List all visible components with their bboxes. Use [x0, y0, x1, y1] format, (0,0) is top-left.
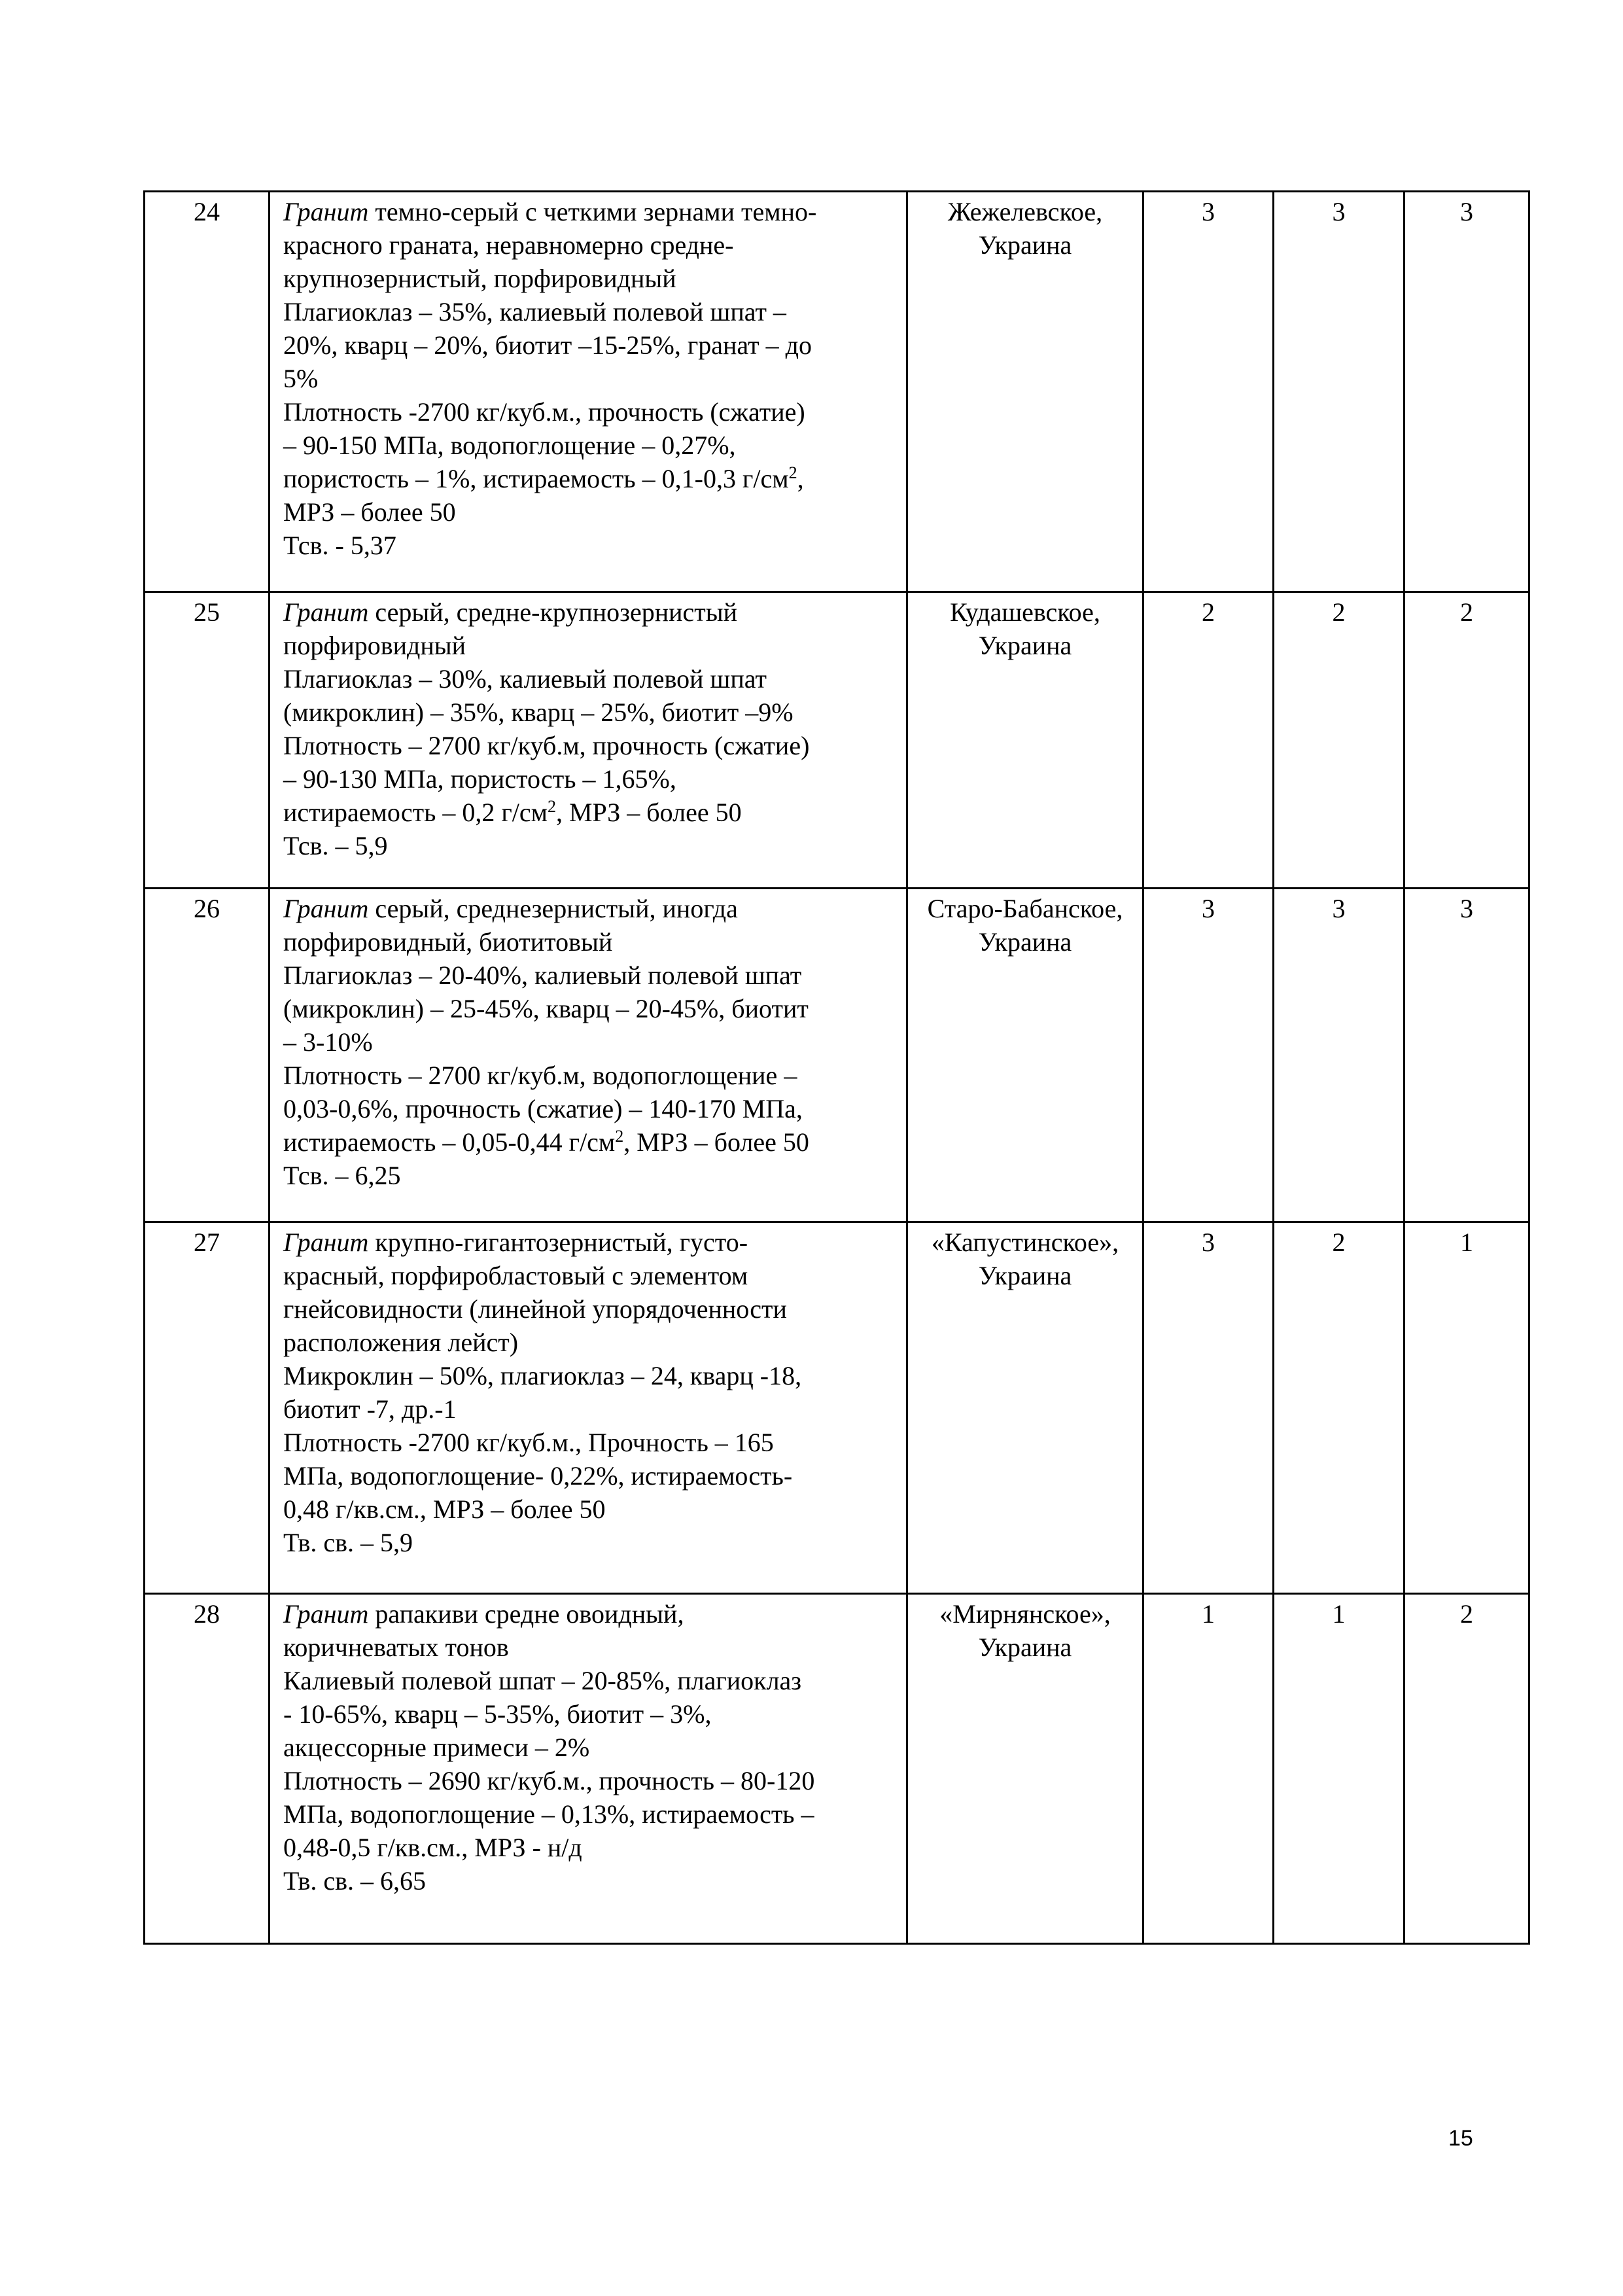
table-body [145, 192, 1529, 1944]
description-cell [270, 192, 907, 592]
deposit-name: Жежелевское, [947, 197, 1103, 226]
rating-value: 1 [1202, 1599, 1215, 1629]
description-line: – 3-10% [283, 1027, 373, 1057]
table-row [145, 192, 1529, 592]
description-line: гнейсовидности (линейной упорядоченности [283, 1294, 787, 1324]
row-number-cell [145, 1222, 270, 1594]
description-line: МПа, водопоглощение – 0,13%, истираемость – [283, 1799, 814, 1829]
rating-cell [1143, 1594, 1274, 1944]
deposit-name: Украина [978, 1261, 1072, 1290]
description-text: истираемость – 0,05-0,44 г/см [283, 1127, 616, 1157]
description-cell [270, 592, 907, 889]
row-number: 28 [194, 1599, 220, 1629]
table-row [145, 889, 1529, 1222]
description-line: Плотность – 2700 кг/куб.м, водопоглощение – [283, 1061, 797, 1090]
deposit-name: Украина [978, 230, 1072, 260]
description-line: биотит -7, др.-1 [283, 1394, 457, 1424]
rating-value: 2 [1202, 597, 1215, 627]
description-line: Тв. св. – 6,65 [283, 1866, 426, 1896]
description-line [283, 1125, 896, 1159]
rating-value: 3 [1332, 197, 1346, 226]
description-cell [270, 1222, 907, 1594]
row-number-cell [145, 1594, 270, 1944]
description-line: - 10-65%, кварц – 5-35%, биотит – 3%, [283, 1699, 712, 1729]
deposit-cell [907, 889, 1143, 1222]
granite-deposits-table [143, 190, 1530, 1945]
deposit-name: Кудашевское, [950, 597, 1100, 627]
description-line: красный, порфиробластовый с элементом [283, 1261, 748, 1290]
rating-cell [1274, 889, 1405, 1222]
description-line [283, 1226, 896, 1259]
description-line: акцессорные примеси – 2% [283, 1733, 590, 1762]
description-line: Калиевый полевой шпат – 20-85%, плагиоклаз [283, 1666, 802, 1695]
rock-type: Гранит [283, 1227, 369, 1257]
description-text: , МРЗ – более 50 [623, 1127, 809, 1157]
rating-cell [1143, 889, 1274, 1222]
description-line: Тсв. - 5,37 [283, 531, 396, 560]
description-line: 0,48 г/кв.см., МРЗ – более 50 [283, 1494, 606, 1524]
rating-value: 3 [1460, 894, 1473, 923]
rating-cell [1143, 1222, 1274, 1594]
description-line: коричневатых тонов [283, 1633, 509, 1662]
row-number: 27 [194, 1227, 220, 1257]
description-line: расположения лейст) [283, 1328, 519, 1357]
rating-value: 2 [1460, 1599, 1473, 1629]
description-text: серый, среднезернистый, иногда [368, 894, 738, 923]
rating-cell [1143, 192, 1274, 592]
rating-value: 3 [1202, 1227, 1215, 1257]
description-line: порфировидный, биотитовый [283, 927, 613, 957]
description-line: Плотность -2700 кг/куб.м., Прочность – 165 [283, 1428, 774, 1457]
rating-cell [1405, 592, 1529, 889]
description-line: Плагиоклаз – 30%, калиевый полевой шпат [283, 664, 767, 694]
rating-cell [1405, 1222, 1529, 1594]
rock-type: Гранит [283, 197, 369, 226]
row-number-cell [145, 889, 270, 1222]
description-line: МРЗ – более 50 [283, 497, 456, 527]
description-text: серый, средне-крупнозернистый [368, 597, 738, 627]
description-text: , МРЗ – более 50 [555, 798, 742, 827]
description-line [283, 1597, 896, 1631]
description-line: Плагиоклаз – 20-40%, калиевый полевой шпат [283, 961, 802, 990]
rating-value: 2 [1332, 1227, 1346, 1257]
rating-value: 3 [1202, 197, 1215, 226]
description-cell [270, 889, 907, 1222]
deposit-name: «Мирнянское», [939, 1599, 1111, 1629]
rating-value: 1 [1460, 1227, 1473, 1257]
row-number-cell [145, 192, 270, 592]
description-text: истираемость – 0,2 г/см [283, 798, 548, 827]
description-cell [270, 1594, 907, 1944]
table-row [145, 592, 1529, 889]
deposit-cell [907, 192, 1143, 592]
rating-cell [1274, 192, 1405, 592]
deposit-name: «Капустинское», [931, 1227, 1119, 1257]
rating-cell [1405, 192, 1529, 592]
description-text: крупно-гигантозернистый, густо- [368, 1227, 748, 1257]
unit-superscript: 2 [547, 797, 556, 816]
deposit-cell [907, 1222, 1143, 1594]
rock-type: Гранит [283, 894, 369, 923]
description-line: (микроклин) – 25-45%, кварц – 20-45%, биотит [283, 994, 809, 1023]
description-line: Микроклин – 50%, плагиоклаз – 24, кварц -18, [283, 1361, 802, 1390]
description-line: Плотность – 2690 кг/куб.м., прочность – 80-120 [283, 1766, 815, 1795]
deposit-cell [907, 592, 1143, 889]
description-line: Тв. св. – 5,9 [283, 1528, 413, 1557]
rock-type: Гранит [283, 597, 369, 627]
description-line: Тсв. – 6,25 [283, 1161, 401, 1190]
rating-value: 3 [1202, 894, 1215, 923]
description-text: , [797, 464, 804, 493]
description-line: Плагиоклаз – 35%, калиевый полевой шпат – [283, 297, 786, 327]
description-line [283, 796, 896, 829]
description-line: красного граната, неравномерно средне- [283, 230, 734, 260]
rating-cell [1143, 592, 1274, 889]
deposit-name: Украина [978, 927, 1072, 957]
description-line: крупнозернистый, порфировидный [283, 264, 676, 293]
description-text: рапакиви средне овоидный, [368, 1599, 684, 1629]
table-row [145, 1222, 1529, 1594]
description-text: темно-серый с четкими зернами темно- [368, 197, 817, 226]
row-number-cell [145, 592, 270, 889]
page-number: 15 [1448, 2126, 1473, 2151]
deposit-name: Украина [978, 631, 1072, 660]
description-line: – 90-130 МПа, пористость – 1,65%, [283, 764, 676, 794]
table-row [145, 1594, 1529, 1944]
description-line: 5% [283, 364, 319, 393]
rock-type: Гранит [283, 1599, 369, 1629]
description-line: 0,03-0,6%, прочность (сжатие) – 140-170 МПа, [283, 1094, 803, 1123]
rating-value: 2 [1460, 597, 1473, 627]
description-line: Плотность – 2700 кг/куб.м, прочность (сжатие) [283, 731, 810, 760]
deposit-name: Старо-Бабанское, [927, 894, 1123, 923]
rating-cell [1405, 889, 1529, 1222]
description-line: Тсв. – 5,9 [283, 831, 388, 860]
row-number: 26 [194, 894, 220, 923]
deposit-cell [907, 1594, 1143, 1944]
description-line: Плотность -2700 кг/куб.м., прочность (сжатие) [283, 397, 805, 427]
rating-cell [1274, 592, 1405, 889]
description-line [283, 595, 896, 629]
description-line: 0,48-0,5 г/кв.см., МРЗ - н/д [283, 1833, 582, 1862]
rating-cell [1274, 1222, 1405, 1594]
description-line: МПа, водопоглощение- 0,22%, истираемость- [283, 1461, 793, 1491]
description-line [283, 892, 896, 925]
description-line [283, 462, 896, 495]
rating-value: 1 [1332, 1599, 1346, 1629]
unit-superscript: 2 [788, 463, 797, 482]
description-text: пористость – 1%, истираемость – 0,1-0,3 г/см [283, 464, 789, 493]
unit-superscript: 2 [615, 1127, 624, 1146]
row-number: 24 [194, 197, 220, 226]
rating-cell [1405, 1594, 1529, 1944]
rating-cell [1274, 1594, 1405, 1944]
description-line: порфировидный [283, 631, 466, 660]
description-line: – 90-150 МПа, водопоглощение – 0,27%, [283, 431, 736, 460]
rating-value: 3 [1460, 197, 1473, 226]
deposit-name: Украина [978, 1633, 1072, 1662]
description-line: 20%, кварц – 20%, биотит –15-25%, гранат – до [283, 330, 812, 360]
rating-value: 2 [1332, 597, 1346, 627]
description-line [283, 195, 896, 228]
row-number: 25 [194, 597, 220, 627]
description-line: (микроклин) – 35%, кварц – 25%, биотит –9% [283, 698, 794, 727]
rating-value: 3 [1332, 894, 1346, 923]
